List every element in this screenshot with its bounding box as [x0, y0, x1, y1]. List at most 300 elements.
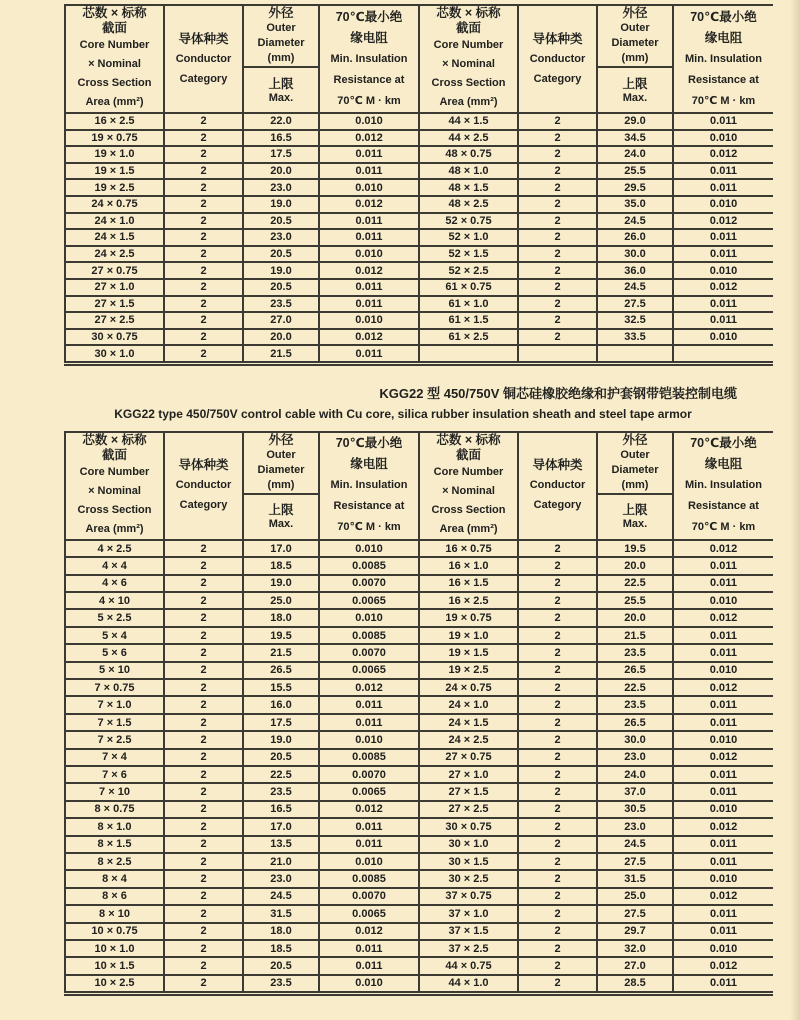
diameter-cell: 19.0 — [243, 731, 319, 748]
category-cell: 2 — [518, 783, 597, 800]
diameter-cell: 24.5 — [597, 279, 673, 296]
category-cell: 2 — [518, 662, 597, 679]
category-cell: 2 — [164, 296, 243, 313]
category-cell: 2 — [164, 229, 243, 246]
diameter-cell: 26.5 — [597, 714, 673, 731]
resistance-cell: 0.011 — [673, 229, 773, 246]
table-row — [65, 146, 773, 163]
spec-cell: 30 × 1.5 — [419, 853, 518, 870]
table-row — [65, 870, 773, 887]
header-line: Outer — [620, 22, 650, 34]
category-cell: 2 — [164, 575, 243, 592]
diameter-cell: 20.0 — [597, 609, 673, 626]
header-line: 芯数 × 标称 — [436, 432, 501, 447]
category-cell: 2 — [518, 870, 597, 887]
category-cell: 2 — [518, 163, 597, 180]
category-cell: 2 — [164, 783, 243, 800]
diameter-cell: 37.0 — [597, 783, 673, 800]
diameter-cell: 28.5 — [597, 975, 673, 994]
spec-cell: 7 × 0.75 — [65, 679, 164, 696]
spec-cell: 24 × 1.5 — [419, 714, 518, 731]
table-row — [65, 975, 773, 994]
diameter-cell: 20.5 — [243, 957, 319, 974]
header-line: × Nominal — [88, 58, 141, 70]
diameter-cell: 17.5 — [243, 146, 319, 163]
category-cell: 2 — [518, 557, 597, 574]
diameter-cell: 24.5 — [597, 836, 673, 853]
resistance-cell: 0.010 — [319, 312, 419, 329]
table-row — [65, 296, 773, 313]
table-row — [65, 714, 773, 731]
header-line: 70℃最小绝 — [690, 436, 757, 451]
spec-cell: 27 × 1.0 — [419, 766, 518, 783]
spec-cell: 48 × 1.0 — [419, 163, 518, 180]
resistance-cell: 0.0085 — [319, 749, 419, 766]
resistance-cell: 0.012 — [319, 801, 419, 818]
col-header-diameter-left — [243, 432, 319, 494]
header-line: Cross Section — [431, 503, 506, 516]
category-cell: 2 — [164, 113, 243, 130]
category-cell: 2 — [518, 957, 597, 974]
header-line: Category — [179, 72, 228, 85]
diameter-cell: 23.0 — [243, 870, 319, 887]
header-line: 芯数 × 标称 — [436, 6, 501, 20]
resistance-cell: 0.011 — [673, 923, 773, 940]
category-cell: 2 — [518, 296, 597, 313]
resistance-cell: 0.010 — [673, 662, 773, 679]
category-cell: 2 — [518, 714, 597, 731]
header-line: 截面 — [101, 21, 127, 35]
header-line: Area (mm²) — [439, 96, 498, 108]
header-row-main — [65, 432, 773, 494]
spec-cell: 37 × 1.5 — [419, 923, 518, 940]
spec-cell: 52 × 1.5 — [419, 246, 518, 263]
resistance-cell: 0.012 — [673, 888, 773, 905]
category-cell: 2 — [164, 345, 243, 363]
diameter-cell: 24.0 — [597, 766, 673, 783]
resistance-cell: 0.012 — [319, 130, 419, 147]
header-line: 外径 — [268, 6, 294, 20]
diameter-cell: 36.0 — [597, 262, 673, 279]
table-row — [65, 853, 773, 870]
resistance-cell: 0.012 — [673, 749, 773, 766]
category-cell: 2 — [164, 540, 243, 557]
table-row — [65, 609, 773, 626]
resistance-cell: 0.011 — [319, 696, 419, 713]
diameter-cell: 25.5 — [597, 592, 673, 609]
header-line: × Nominal — [442, 58, 495, 70]
header-line: Area (mm²) — [85, 96, 144, 108]
header-line: 70℃ M · km — [337, 521, 401, 534]
spec-cell: 8 × 4 — [65, 870, 164, 887]
header-line: 外径 — [268, 432, 294, 447]
resistance-cell: 0.0070 — [319, 888, 419, 905]
col-header-max-right — [597, 67, 673, 113]
category-cell: 2 — [518, 575, 597, 592]
resistance-cell: 0.011 — [673, 644, 773, 661]
category-cell: 2 — [164, 627, 243, 644]
spec-cell: 8 × 6 — [65, 888, 164, 905]
diameter-cell: 17.5 — [243, 714, 319, 731]
header-line: Cross Section — [77, 503, 152, 516]
spec-cell: 4 × 6 — [65, 575, 164, 592]
resistance-cell: 0.0085 — [319, 870, 419, 887]
diameter-cell: 23.5 — [597, 696, 673, 713]
spec-cell — [419, 345, 518, 363]
diameter-cell: 24.5 — [597, 213, 673, 230]
spec-cell: 5 × 10 — [65, 662, 164, 679]
resistance-cell: 0.011 — [319, 279, 419, 296]
header-line: Conductor — [175, 479, 232, 492]
category-cell: 2 — [518, 818, 597, 835]
resistance-cell: 0.012 — [673, 609, 773, 626]
spec-cell: 8 × 1.5 — [65, 836, 164, 853]
spec-cell: 7 × 1.5 — [65, 714, 164, 731]
category-cell: 2 — [518, 540, 597, 557]
diameter-cell: 26.5 — [243, 662, 319, 679]
header-line: 缘电阻 — [350, 30, 388, 45]
header-line: 上限 — [268, 503, 294, 518]
resistance-cell: 0.011 — [673, 575, 773, 592]
diameter-cell: 22.5 — [597, 575, 673, 592]
diameter-cell: 24.0 — [597, 146, 673, 163]
header-line: Resistance at — [688, 500, 759, 513]
spec-cell: 8 × 0.75 — [65, 801, 164, 818]
spec-cell: 27 × 1.5 — [419, 783, 518, 800]
col-header-conductor-right — [518, 432, 597, 540]
diameter-cell: 15.5 — [243, 679, 319, 696]
header-line: Core Number — [79, 39, 150, 51]
category-cell: 2 — [164, 262, 243, 279]
col-header-resistance-right — [673, 5, 773, 113]
header-line: Core Number — [433, 465, 504, 478]
resistance-cell: 0.011 — [319, 146, 419, 163]
header-line: (mm) — [267, 478, 295, 491]
resistance-cell: 0.010 — [673, 130, 773, 147]
diameter-cell: 13.5 — [243, 836, 319, 853]
resistance-cell: 0.012 — [319, 679, 419, 696]
resistance-cell: 0.010 — [673, 731, 773, 748]
diameter-cell: 24.5 — [243, 888, 319, 905]
table-row — [65, 246, 773, 263]
resistance-cell: 0.011 — [673, 783, 773, 800]
resistance-cell: 0.0070 — [319, 575, 419, 592]
table-row — [65, 905, 773, 922]
category-cell: 2 — [164, 329, 243, 346]
diameter-cell: 25.5 — [597, 163, 673, 180]
header-line: Core Number — [433, 39, 504, 51]
resistance-cell: 0.011 — [319, 957, 419, 974]
spec-cell: 16 × 1.0 — [419, 557, 518, 574]
spec-cell: 24 × 2.5 — [419, 731, 518, 748]
diameter-cell: 16.0 — [243, 696, 319, 713]
category-cell: 2 — [518, 196, 597, 213]
table-row — [65, 696, 773, 713]
table-row — [65, 163, 773, 180]
category-cell: 2 — [518, 312, 597, 329]
spec-cell: 8 × 2.5 — [65, 853, 164, 870]
spec-cell: 30 × 1.0 — [419, 836, 518, 853]
header-line: Diameter — [611, 463, 659, 476]
spec-cell: 4 × 10 — [65, 592, 164, 609]
section-title-en: KGG22 type 450/750V control cable with Cu core, silica rubber insulation sheath and steel tape armor — [114, 406, 692, 421]
table-row — [65, 888, 773, 905]
resistance-cell: 0.010 — [319, 731, 419, 748]
diameter-cell: 19.0 — [243, 575, 319, 592]
spec-cell: 16 × 0.75 — [419, 540, 518, 557]
category-cell: 2 — [518, 853, 597, 870]
header-line: Min. Insulation — [685, 52, 762, 65]
spec-cell: 19 × 1.5 — [65, 163, 164, 180]
category-cell: 2 — [518, 130, 597, 147]
category-cell: 2 — [164, 957, 243, 974]
category-cell: 2 — [164, 766, 243, 783]
table-row — [65, 179, 773, 196]
col-header-conductor-right — [518, 5, 597, 113]
table-row — [65, 575, 773, 592]
header-line: 缘电阻 — [704, 457, 743, 472]
category-cell: 2 — [518, 888, 597, 905]
category-cell: 2 — [164, 940, 243, 957]
table-2-body — [65, 540, 773, 994]
table-row — [65, 923, 773, 940]
table-row — [65, 262, 773, 279]
resistance-cell: 0.011 — [673, 627, 773, 644]
diameter-cell: 35.0 — [597, 196, 673, 213]
resistance-cell: 0.011 — [673, 246, 773, 263]
spec-cell: 16 × 1.5 — [419, 575, 518, 592]
header-line: Cross Section — [77, 77, 152, 89]
spec-cell: 30 × 2.5 — [419, 870, 518, 887]
diameter-cell: 16.5 — [243, 130, 319, 147]
diameter-cell: 29.5 — [597, 179, 673, 196]
header-line: 70℃ M · km — [691, 94, 756, 107]
header-line: Diameter — [257, 37, 305, 49]
diameter-cell: 22.0 — [243, 113, 319, 130]
header-line: Min. Insulation — [330, 479, 408, 492]
resistance-cell: 0.011 — [319, 345, 419, 363]
col-header-core-left — [65, 5, 164, 113]
resistance-cell: 0.011 — [673, 853, 773, 870]
category-cell: 2 — [164, 196, 243, 213]
diameter-cell: 20.0 — [243, 329, 319, 346]
table-row — [65, 229, 773, 246]
section-title-zh: KGG22 型 450/750V 铜芯硅橡胶绝缘和护套钢带铠装控制电缆 — [379, 385, 737, 401]
header-line: 70℃最小绝 — [690, 9, 757, 24]
col-header-core-right — [419, 432, 518, 540]
resistance-cell: 0.011 — [673, 766, 773, 783]
header-line: 上限 — [622, 76, 648, 91]
spec-cell: 24 × 1.5 — [65, 229, 164, 246]
table-row — [65, 329, 773, 346]
header-line: Max. — [268, 91, 294, 104]
spec-cell: 30 × 1.0 — [65, 345, 164, 363]
spec-cell: 44 × 0.75 — [419, 957, 518, 974]
diameter-cell: 29.7 — [597, 923, 673, 940]
table-row — [65, 644, 773, 661]
spec-cell: 7 × 2.5 — [65, 731, 164, 748]
diameter-cell: 25.0 — [597, 888, 673, 905]
table-row — [65, 345, 773, 363]
category-cell: 2 — [164, 130, 243, 147]
resistance-cell: 0.012 — [319, 196, 419, 213]
category-cell: 2 — [164, 179, 243, 196]
header-line: 70℃最小绝 — [335, 9, 403, 24]
header-line: Conductor — [529, 52, 586, 65]
spec-cell: 24 × 0.75 — [65, 196, 164, 213]
category-cell: 2 — [518, 749, 597, 766]
table-row — [65, 940, 773, 957]
category-cell: 2 — [164, 592, 243, 609]
resistance-cell: 0.011 — [673, 179, 773, 196]
header-line: × Nominal — [442, 484, 495, 497]
table-1-body — [65, 113, 773, 363]
resistance-cell: 0.011 — [673, 975, 773, 994]
resistance-cell: 0.012 — [673, 957, 773, 974]
spec-cell: 52 × 0.75 — [419, 213, 518, 230]
header-line: Min. Insulation — [685, 479, 762, 492]
diameter-cell: 21.5 — [597, 627, 673, 644]
resistance-cell: 0.010 — [319, 246, 419, 263]
table-row — [65, 662, 773, 679]
spec-cell: 19 × 0.75 — [419, 609, 518, 626]
spec-cell: 10 × 0.75 — [65, 923, 164, 940]
col-header-resistance-right — [673, 432, 773, 540]
resistance-cell: 0.010 — [673, 592, 773, 609]
table-row — [65, 801, 773, 818]
category-cell: 2 — [518, 905, 597, 922]
category-cell: 2 — [518, 113, 597, 130]
header-line: 70℃ M · km — [337, 94, 401, 107]
diameter-cell: 23.0 — [597, 749, 673, 766]
diameter-cell: 31.5 — [597, 870, 673, 887]
category-cell: 2 — [164, 163, 243, 180]
category-cell: 2 — [518, 679, 597, 696]
category-cell: 2 — [518, 146, 597, 163]
spec-cell: 19 × 1.0 — [65, 146, 164, 163]
spec-cell: 5 × 2.5 — [65, 609, 164, 626]
spec-cell: 24 × 2.5 — [65, 246, 164, 263]
spec-cell: 19 × 2.5 — [419, 662, 518, 679]
resistance-cell: 0.0085 — [319, 557, 419, 574]
category-cell: 2 — [518, 627, 597, 644]
table-row — [65, 213, 773, 230]
resistance-cell: 0.012 — [319, 329, 419, 346]
header-line: Resistance at — [333, 500, 405, 513]
spec-cell: 37 × 1.0 — [419, 905, 518, 922]
category-cell: 2 — [518, 836, 597, 853]
header-line: Category — [533, 499, 582, 512]
resistance-cell: 0.011 — [319, 714, 419, 731]
category-cell: 2 — [164, 557, 243, 574]
resistance-cell: 0.010 — [319, 609, 419, 626]
diameter-cell: 23.0 — [243, 229, 319, 246]
table-row — [65, 113, 773, 130]
header-line: Max. — [268, 518, 294, 531]
category-cell: 2 — [518, 279, 597, 296]
diameter-cell: 21.0 — [243, 853, 319, 870]
resistance-cell: 0.0065 — [319, 905, 419, 922]
spec-cell: 61 × 2.5 — [419, 329, 518, 346]
resistance-cell: 0.011 — [319, 163, 419, 180]
diameter-cell: 29.0 — [597, 113, 673, 130]
header-line: 导体种类 — [178, 31, 229, 46]
header-line: (mm) — [621, 478, 649, 491]
category-cell: 2 — [164, 609, 243, 626]
table-row — [65, 627, 773, 644]
category-cell: 2 — [518, 644, 597, 661]
diameter-cell: 27.0 — [243, 312, 319, 329]
header-line: Conductor — [529, 479, 586, 492]
diameter-cell: 20.5 — [243, 749, 319, 766]
category-cell: 2 — [518, 975, 597, 994]
resistance-cell: 0.011 — [319, 213, 419, 230]
diameter-cell: 27.5 — [597, 296, 673, 313]
diameter-cell: 32.5 — [597, 312, 673, 329]
diameter-cell: 26.5 — [597, 662, 673, 679]
spec-cell: 48 × 1.5 — [419, 179, 518, 196]
table-row — [65, 731, 773, 748]
spec-cell: 7 × 6 — [65, 766, 164, 783]
diameter-cell: 22.5 — [597, 679, 673, 696]
spec-cell: 27 × 0.75 — [65, 262, 164, 279]
col-header-max-left — [243, 494, 319, 540]
resistance-cell: 0.010 — [319, 179, 419, 196]
diameter-cell: 23.5 — [597, 644, 673, 661]
header-line: (mm) — [267, 52, 295, 64]
diameter-cell: 34.5 — [597, 130, 673, 147]
diameter-cell: 25.0 — [243, 592, 319, 609]
diameter-cell: 27.5 — [597, 905, 673, 922]
header-line: Outer — [266, 22, 296, 34]
table-row — [65, 766, 773, 783]
resistance-cell: 0.011 — [319, 940, 419, 957]
spec-cell: 48 × 0.75 — [419, 146, 518, 163]
table-row — [65, 557, 773, 574]
header-line: 70℃最小绝 — [335, 436, 403, 451]
category-cell: 2 — [164, 246, 243, 263]
category-cell: 2 — [518, 262, 597, 279]
spec-cell: 19 × 1.5 — [419, 644, 518, 661]
spec-cell: 24 × 1.0 — [65, 213, 164, 230]
col-header-core-right — [419, 5, 518, 113]
spec-cell: 7 × 1.0 — [65, 696, 164, 713]
resistance-cell: 0.011 — [319, 296, 419, 313]
spec-cell: 48 × 2.5 — [419, 196, 518, 213]
diameter-cell: 26.0 — [597, 229, 673, 246]
diameter-cell: 17.0 — [243, 818, 319, 835]
resistance-cell: 0.010 — [319, 113, 419, 130]
spec-cell: 27 × 2.5 — [419, 801, 518, 818]
category-cell: 2 — [518, 766, 597, 783]
header-line: × Nominal — [88, 484, 141, 497]
category-cell: 2 — [164, 818, 243, 835]
table-row — [65, 196, 773, 213]
col-header-diameter-left — [243, 5, 319, 67]
diameter-cell: 21.5 — [243, 644, 319, 661]
table-row — [65, 312, 773, 329]
spec-cell: 10 × 1.5 — [65, 957, 164, 974]
resistance-cell: 0.0065 — [319, 592, 419, 609]
diameter-cell: 19.0 — [243, 262, 319, 279]
table-row — [65, 749, 773, 766]
header-line: 截面 — [455, 21, 481, 35]
resistance-cell: 0.011 — [673, 113, 773, 130]
spec-cell: 27 × 1.5 — [65, 296, 164, 313]
spec-cell: 61 × 1.0 — [419, 296, 518, 313]
resistance-cell: 0.012 — [673, 279, 773, 296]
col-header-diameter-right — [597, 5, 673, 67]
